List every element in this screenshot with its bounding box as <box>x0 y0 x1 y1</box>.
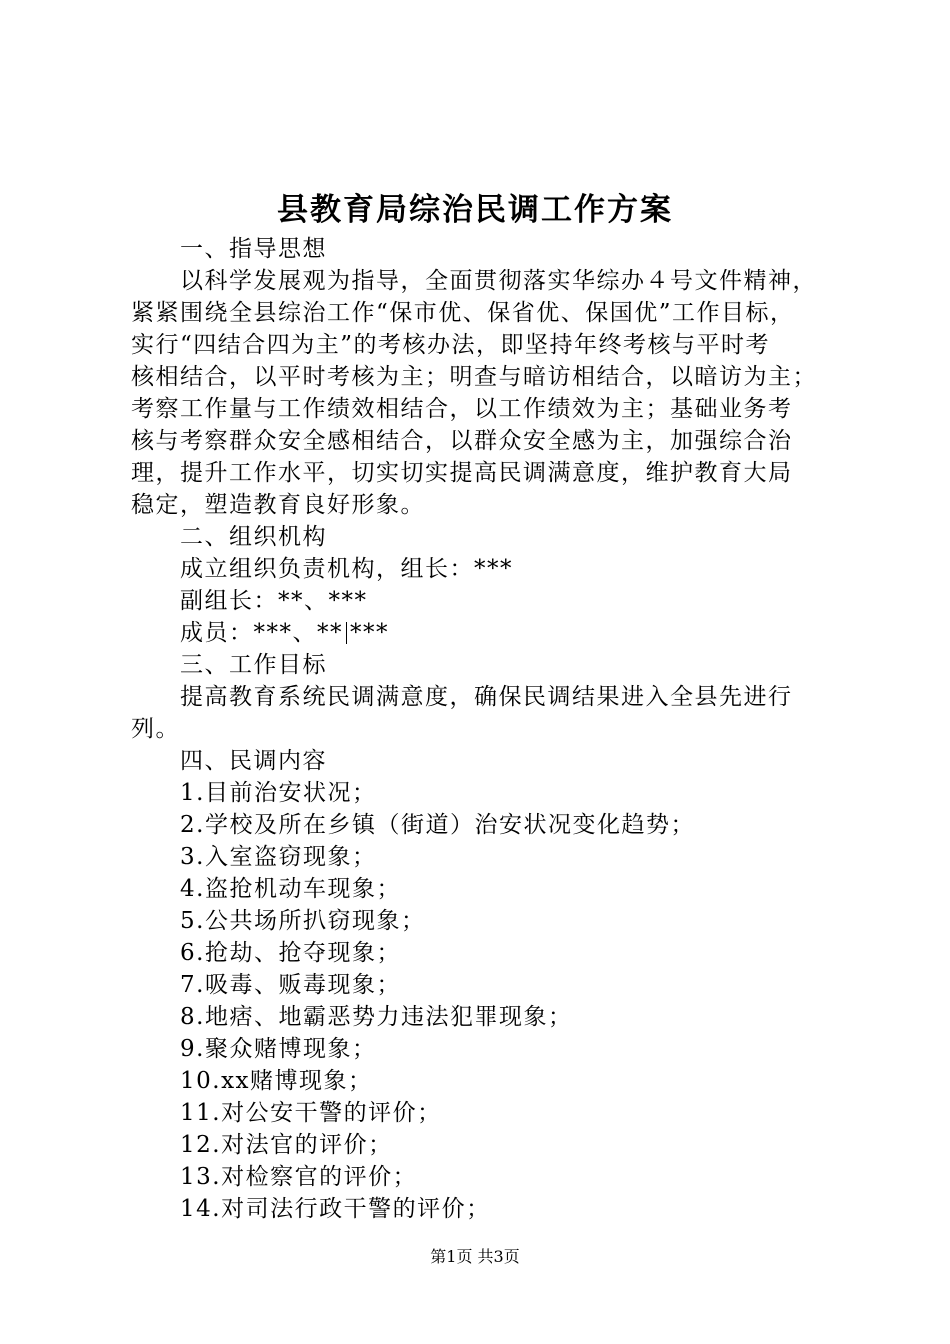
paragraph-line: 实行“四结合四为主”的考核办法，即坚持年终考核与平时考 <box>131 332 771 358</box>
document-title: 县教育局综治民调工作方案 <box>277 192 673 228</box>
paragraph-line: 核相结合，以平时考核为主；明查与暗访相结合，以暗访为主； <box>131 364 817 390</box>
list-item: 14.对司法行政干警的评价； <box>180 1196 491 1222</box>
page-footer: 第1页 共3页 <box>430 1247 520 1266</box>
paragraph-line: 核与考察群众安全感相结合，以群众安全感为主，加强综合治 <box>131 428 793 454</box>
paragraph-line: 稳定，塑造教育良好形象。 <box>131 492 425 518</box>
paragraph-line: 以科学发展观为指导，全面贯彻落实华综办４号文件精神， <box>180 268 817 294</box>
section-heading-guiding-thought: 一、指导思想 <box>180 236 327 262</box>
list-item: 6.抢劫、抢夺现象； <box>180 940 401 966</box>
text-cursor <box>346 622 347 644</box>
list-item: 9.聚众赌博现象； <box>180 1036 377 1062</box>
section-heading-goals: 三、工作目标 <box>180 652 327 678</box>
list-item: 1.目前治安状况； <box>180 780 377 806</box>
paragraph-line: 考察工作量与工作绩效相结合，以工作绩效为主；基础业务考 <box>131 396 793 422</box>
paragraph-line: 列。 <box>131 716 180 742</box>
org-members-line <box>180 618 389 649</box>
paragraph-line: 提高教育系统民调满意度，确保民调结果进入全县先进行 <box>180 684 793 710</box>
list-item: 2.学校及所在乡镇（街道）治安状况变化趋势； <box>180 812 695 838</box>
list-item: 10.xx赌博现象； <box>180 1068 373 1094</box>
org-leader-line: 成立组织负责机构，组长：*** <box>180 556 513 582</box>
list-item: 8.地痞、地霸恶势力违法犯罪现象； <box>180 1004 573 1030</box>
paragraph-line: 理，提升工作水平，切实切实提高民调满意度，维护教育大局 <box>131 460 793 486</box>
list-item: 13.对检察官的评价； <box>180 1164 418 1190</box>
list-item: 4.盗抢机动车现象； <box>180 876 401 902</box>
paragraph-line: 紧紧围绕全县综治工作“保市优、保省优、保国优”工作目标， <box>131 300 795 326</box>
list-item: 12.对法官的评价； <box>180 1132 393 1158</box>
list-item: 3.入室盗窃现象； <box>180 844 377 870</box>
list-item: 5.公共场所扒窃现象； <box>180 908 426 934</box>
org-members-text-end: *** <box>350 620 389 646</box>
org-members-text: 成员：***、** <box>180 620 343 646</box>
section-heading-organization: 二、组织机构 <box>180 524 327 550</box>
list-item: 7.吸毒、贩毒现象； <box>180 972 401 998</box>
section-heading-survey-content: 四、民调内容 <box>180 748 327 774</box>
org-deputy-line: 副组长：**、*** <box>180 588 368 614</box>
list-item: 11.对公安干警的评价； <box>180 1100 442 1126</box>
